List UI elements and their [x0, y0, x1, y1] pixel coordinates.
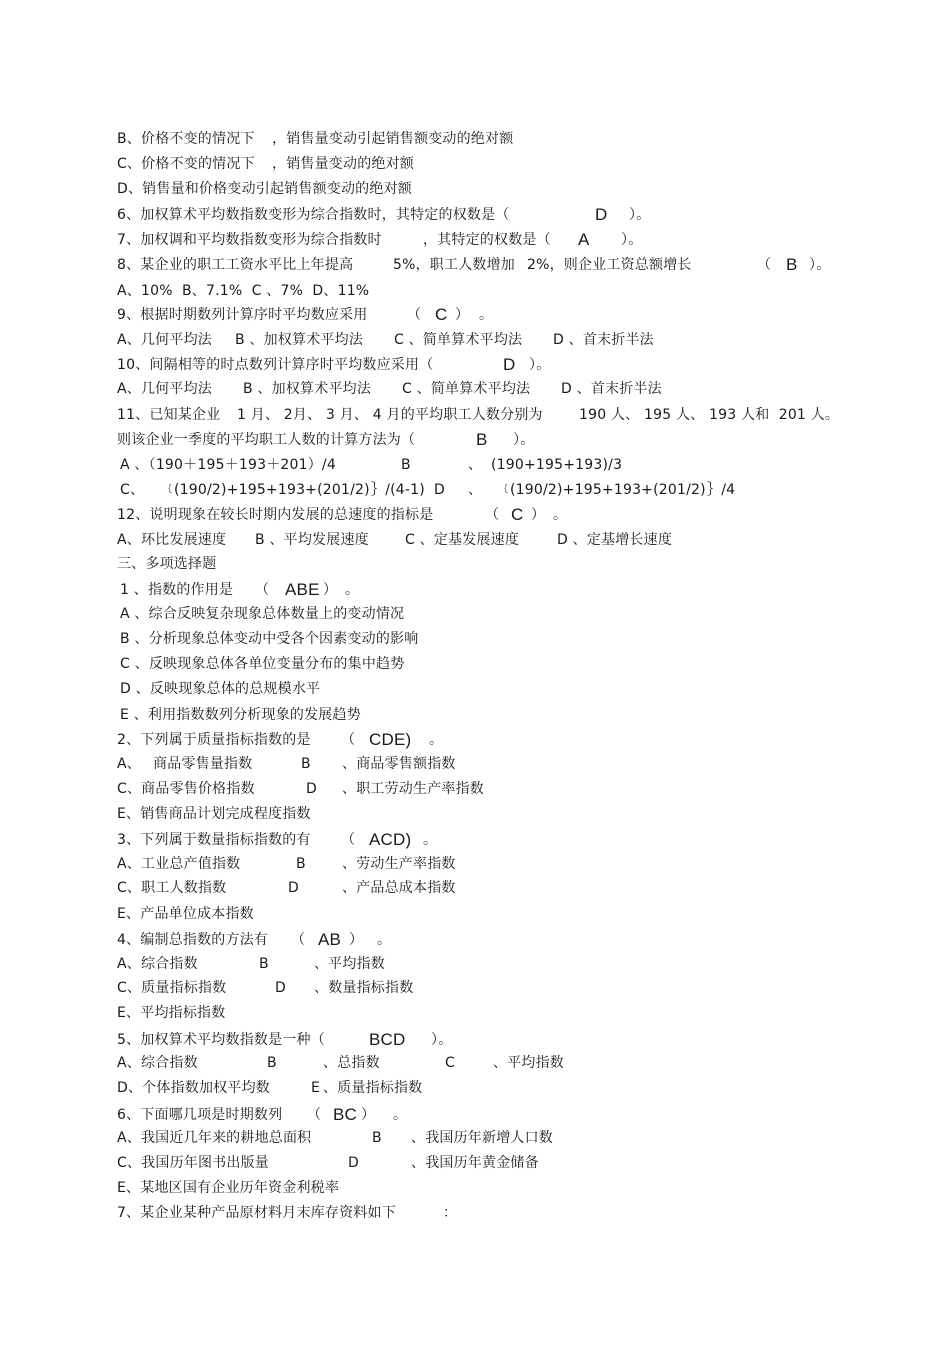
option-line — [117, 454, 623, 476]
option-label: D — [275, 980, 286, 996]
question-text: （ — [255, 582, 270, 598]
question-line — [117, 429, 535, 451]
option-text: C 、反映现象总体各单位变量分布的集中趋势 — [120, 656, 405, 672]
option-text: C、 — [120, 482, 145, 498]
option-label: D — [434, 482, 445, 498]
option-line — [117, 1077, 423, 1099]
question-text: ： — [443, 1205, 458, 1221]
option-text: 、平均指数 — [314, 956, 385, 972]
question-line — [117, 304, 494, 326]
question-text: （ — [341, 832, 356, 848]
option-text: E 、利用指数数列分析现象的发展趋势 — [120, 707, 361, 723]
question-text: 2%，则企业工资总额增长 — [527, 257, 692, 273]
option-text: D、个体指数加权平均数 — [117, 1080, 270, 1096]
option-text: (190+195+193)/3 — [491, 457, 623, 473]
option-text: B 、加权算术平均法 — [243, 381, 372, 397]
option-text: 、产品总成本指数 — [342, 880, 456, 896]
question-text: （ — [485, 507, 500, 523]
option-text: A、工业总产值指数 — [117, 856, 241, 872]
question-line — [117, 229, 643, 251]
question-line — [117, 929, 392, 951]
option-text: A 、（190＋195＋193＋201）/4 — [120, 457, 336, 473]
option-text: B、价格不变的情况下 — [117, 131, 255, 147]
option-text: A、 — [117, 756, 141, 772]
question-text: （ — [341, 732, 356, 748]
question-text: ）。 — [621, 232, 643, 248]
question-line — [117, 1202, 458, 1224]
answer: C — [511, 505, 524, 524]
answer: D — [503, 355, 516, 374]
option-line — [117, 877, 456, 899]
option-line — [117, 603, 405, 625]
option-text: A、我国近几年来的耕地总面积 — [117, 1130, 312, 1146]
option-text: ，销售量变动的绝对额 — [272, 156, 414, 172]
option-line — [117, 529, 673, 551]
option-text: A 、综合反映复杂现象总体数量上的变动情况 — [120, 606, 405, 622]
answer: B — [786, 255, 798, 274]
option-text: C、职工人数指数 — [117, 880, 227, 896]
section-title: 三、多项选择题 — [117, 556, 217, 572]
answer: A — [578, 230, 590, 249]
option-line — [117, 778, 484, 800]
option-text: E、销售商品计划完成程度指数 — [117, 806, 311, 822]
answer: C — [435, 305, 448, 324]
option-line — [117, 479, 736, 501]
question-text: 1 月、 2月、 3 月、 4 月的平均职工人数分别为 — [237, 407, 543, 423]
option-line — [117, 753, 456, 775]
question-text: ） — [323, 582, 338, 598]
answer: BCD — [369, 1030, 406, 1049]
option-line — [117, 1002, 226, 1024]
option-text: C、价格不变的情况下 — [117, 156, 255, 172]
question-text: 4、编制总指数的方法有 — [117, 932, 269, 948]
option-text: (190/2)+195+193+(201/2) — [174, 482, 370, 498]
question-text: 10、间隔相等的时点数列计算序时平均数应采用（ — [117, 357, 434, 373]
question-text: 7、加权调和平均数指数变形为综合指数时 — [117, 232, 382, 248]
option-text: B 、加权算术平均法 — [235, 332, 364, 348]
option-line — [117, 128, 514, 150]
question-text: 5、加权算术平均数指数是一种（ — [117, 1032, 325, 1048]
question-text: 1 、指数的作用是 — [120, 582, 234, 598]
question-text: ）。 — [809, 257, 831, 273]
option-text: C 、简单算术平均法 — [402, 381, 531, 397]
option-label: D — [288, 880, 299, 896]
question-text: ）。 — [529, 357, 551, 373]
option-label: B — [401, 457, 411, 473]
option-line — [117, 903, 254, 925]
option-line — [117, 1127, 553, 1149]
question-text: （ — [757, 257, 772, 273]
question-text: 9、根据时期数列计算序时平均数应采用 — [117, 307, 368, 323]
option-text: A、综合指数 — [117, 1055, 198, 1071]
option-label: E — [311, 1080, 321, 1096]
option-line — [117, 704, 361, 726]
question-text: 190 人、 195 人、 193 人和 201 人。 — [579, 407, 840, 423]
option-text: A、10% B、7.1% C 、7% D、11% — [117, 283, 370, 299]
option-line — [117, 628, 419, 650]
question-text: ） — [531, 507, 546, 523]
question-text: 。 — [393, 1107, 408, 1123]
option-text: 、我国历年新增人口数 — [411, 1130, 553, 1146]
question-text: 。 — [429, 732, 444, 748]
answer: ACD) — [369, 830, 412, 849]
option-label: B — [372, 1130, 382, 1146]
option-text: 、商品零售额指数 — [342, 756, 456, 772]
answer: D — [595, 205, 608, 224]
answer: AB — [318, 930, 342, 949]
option-text: C、质量指标指数 — [117, 980, 227, 996]
option-text: ｛ — [163, 485, 173, 495]
option-line — [117, 153, 414, 175]
option-text: 、总指数 — [323, 1055, 380, 1071]
answer: CDE) — [369, 730, 412, 749]
option-text: 、 — [468, 482, 483, 498]
question-text: 7、某企业某种产品原材料月末库存资料如下 — [117, 1205, 396, 1221]
option-text: C 、简单算术平均法 — [394, 332, 523, 348]
option-line — [117, 653, 405, 675]
option-text: B 、平均发展速度 — [255, 532, 369, 548]
option-text: A、几何平均法 — [117, 332, 212, 348]
question-text: 8、某企业的职工工资水平比上年提高 — [117, 257, 354, 273]
option-label: B — [296, 856, 306, 872]
question-text: 。 — [377, 932, 392, 948]
question-line — [117, 1104, 408, 1126]
section-heading — [117, 553, 217, 575]
question-text: 2、下列属于质量指标指数的是 — [117, 732, 311, 748]
question-line — [117, 829, 438, 851]
option-line — [117, 378, 662, 400]
option-line — [117, 1152, 539, 1174]
option-label: B — [301, 756, 311, 772]
option-text: 、质量指标指数 — [323, 1080, 423, 1096]
option-line — [117, 977, 414, 999]
question-text: ） — [349, 932, 364, 948]
option-line — [117, 853, 456, 875]
option-text: 、劳动生产率指数 — [342, 856, 456, 872]
option-text: A、环比发展速度 — [117, 532, 227, 548]
option-text: 、职工劳动生产率指数 — [342, 781, 484, 797]
question-text: 3、下列属于数量指标指数的有 — [117, 832, 311, 848]
question-text: （ — [307, 1107, 322, 1123]
option-text: E、产品单位成本指数 — [117, 906, 254, 922]
question-text: ，其特定的权数是（ — [423, 232, 551, 248]
question-line — [117, 579, 360, 601]
option-label: D — [348, 1155, 359, 1171]
option-text: D 、首末折半法 — [553, 332, 654, 348]
option-text: D、销售量和价格变动引起销售额变动的绝对额 — [117, 181, 412, 197]
option-label: C — [445, 1055, 455, 1071]
option-text: D 、反映现象总体的总规模水平 — [120, 681, 321, 697]
option-text: 、数量指标指数 — [314, 980, 414, 996]
question-line — [117, 404, 840, 426]
question-line — [117, 204, 651, 226]
option-text: C、我国历年图书出版量 — [117, 1155, 269, 1171]
option-text: 、我国历年黄金储备 — [411, 1155, 539, 1171]
question-line — [117, 254, 831, 276]
option-line — [117, 178, 412, 200]
option-label: D — [306, 781, 317, 797]
question-text: ） — [361, 1107, 376, 1123]
option-line — [117, 953, 385, 975]
answer: ABE — [285, 580, 320, 599]
option-text: E、某地区国有企业历年资金利税率 — [117, 1180, 340, 1196]
option-text: C、商品零售价格指数 — [117, 781, 255, 797]
question-text: 。 — [345, 582, 360, 598]
option-text: 、 — [468, 457, 483, 473]
option-text: A、综合指数 — [117, 956, 198, 972]
option-line — [117, 678, 321, 700]
option-text: A、几何平均法 — [117, 381, 212, 397]
question-text: 6、下面哪几项是时期数列 — [117, 1107, 283, 1123]
option-line — [117, 803, 311, 825]
question-text: ）。 — [513, 432, 535, 448]
option-label: B — [267, 1055, 277, 1071]
option-text: B 、分析现象总体变动中受各个因素变动的影响 — [120, 631, 419, 647]
option-line — [117, 1177, 340, 1199]
option-text: 、平均指数 — [493, 1055, 564, 1071]
question-line — [117, 1029, 453, 1051]
option-text: ，销售量变动引起销售额变动的绝对额 — [272, 131, 514, 147]
question-text: （ — [291, 932, 306, 948]
question-text: 。 — [553, 507, 568, 523]
question-text: 6、加权算术平均数指数变形为综合指数时，其特定的权数是（ — [117, 207, 510, 223]
question-line — [117, 729, 444, 751]
question-text: ）。 — [431, 1032, 453, 1048]
option-text: ｝/(4-1) — [371, 482, 425, 498]
option-text: (190/2)+195+193+(201/2) — [510, 482, 706, 498]
question-text: 12、说明现象在较长时期内发展的总速度的指标是 — [117, 507, 434, 523]
question-line — [117, 504, 568, 526]
option-text: ｝/4 — [707, 482, 736, 498]
option-label: B — [259, 956, 269, 972]
question-text: ） — [455, 307, 470, 323]
option-text: C 、定基发展速度 — [405, 532, 520, 548]
answer: BC — [333, 1105, 358, 1124]
option-line — [117, 280, 370, 302]
question-text: 。 — [479, 307, 494, 323]
option-text: E、平均指标指数 — [117, 1005, 226, 1021]
question-text: ）。 — [629, 207, 651, 223]
question-line — [117, 354, 551, 376]
question-text: （ — [407, 307, 422, 323]
option-text: D 、首末折半法 — [561, 381, 662, 397]
option-text: ｛ — [499, 485, 509, 495]
option-text: 商品零售量指数 — [153, 756, 253, 772]
question-text: 。 — [423, 832, 438, 848]
option-line — [117, 1052, 564, 1074]
question-text: 5%，职工人数增加 — [393, 257, 516, 273]
option-text: D 、定基增长速度 — [557, 532, 673, 548]
option-line — [117, 329, 654, 351]
answer: B — [476, 430, 488, 449]
question-text: 11、已知某企业 — [117, 407, 221, 423]
question-text: 则该企业一季度的平均职工人数的计算方法为（ — [117, 432, 416, 448]
